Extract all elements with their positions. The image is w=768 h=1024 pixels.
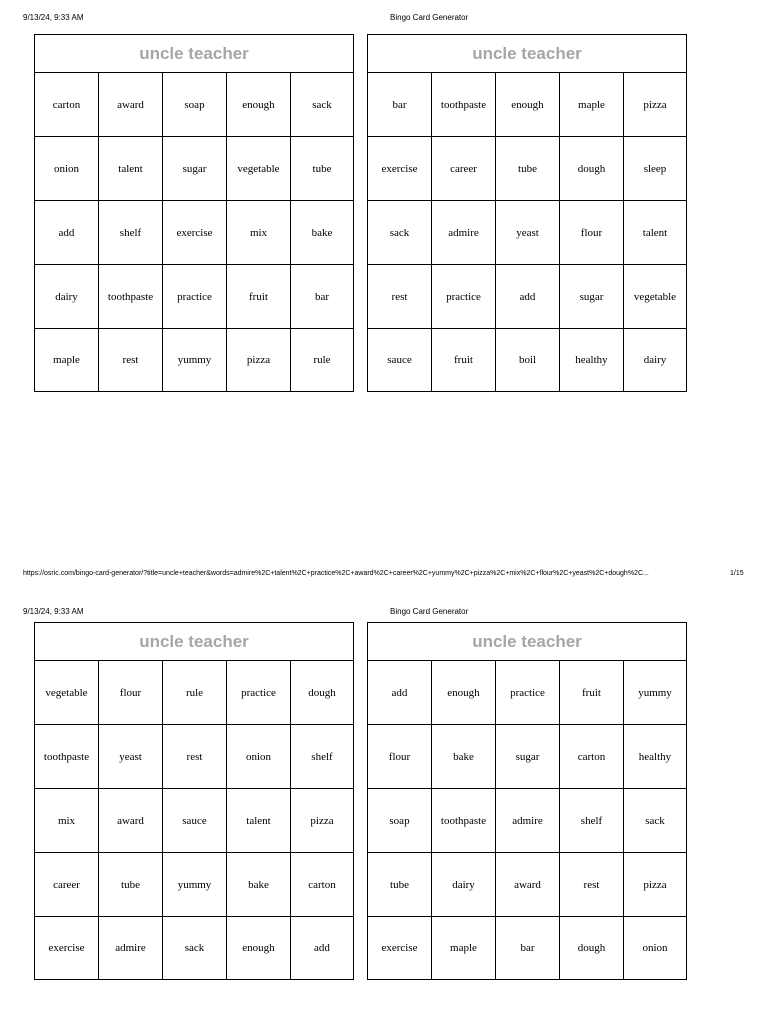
bingo-cell: yeast: [99, 725, 163, 789]
bingo-card: [34, 622, 354, 980]
bingo-cell: shelf: [99, 201, 163, 265]
bingo-cell: sauce: [368, 329, 432, 391]
page-1-footer: [0, 567, 768, 581]
bingo-cell: dough: [560, 137, 624, 201]
card-title: uncle teacher: [368, 35, 686, 73]
bingo-cell: yummy: [163, 853, 227, 917]
bingo-cell: admire: [432, 201, 496, 265]
bingo-cell: career: [35, 853, 99, 917]
bingo-cell: enough: [432, 661, 496, 725]
page-1-header: [0, 11, 768, 25]
bingo-cell: onion: [35, 137, 99, 201]
card-title: uncle teacher: [35, 35, 353, 73]
bingo-cell: onion: [227, 725, 291, 789]
bingo-cell: sack: [163, 917, 227, 979]
bingo-cell: dairy: [432, 853, 496, 917]
bingo-cell: carton: [291, 853, 353, 917]
bingo-cell: add: [496, 265, 560, 329]
bingo-cell: award: [99, 73, 163, 137]
bingo-cell: vegetable: [227, 137, 291, 201]
bingo-cell: maple: [560, 73, 624, 137]
bingo-cell: career: [432, 137, 496, 201]
bingo-cell: tube: [368, 853, 432, 917]
bingo-cell: soap: [368, 789, 432, 853]
bingo-cell: carton: [35, 73, 99, 137]
bingo-cell: toothpaste: [35, 725, 99, 789]
bingo-card: [367, 34, 687, 392]
bingo-cell: pizza: [624, 73, 686, 137]
bingo-cell: add: [368, 661, 432, 725]
bingo-cell: shelf: [560, 789, 624, 853]
bingo-cell: healthy: [560, 329, 624, 391]
bingo-cell: bake: [227, 853, 291, 917]
bingo-cell: award: [496, 853, 560, 917]
bingo-cell: mix: [227, 201, 291, 265]
bingo-cell: rest: [368, 265, 432, 329]
bingo-cell: exercise: [35, 917, 99, 979]
bingo-cell: flour: [99, 661, 163, 725]
bingo-cell: toothpaste: [432, 73, 496, 137]
bingo-cell: exercise: [163, 201, 227, 265]
bingo-cell: soap: [163, 73, 227, 137]
bingo-cell: rest: [560, 853, 624, 917]
bingo-cell: sack: [624, 789, 686, 853]
bingo-cell: flour: [368, 725, 432, 789]
bingo-cell: flour: [560, 201, 624, 265]
bingo-card: [34, 34, 354, 392]
bingo-cell: yummy: [624, 661, 686, 725]
bingo-cell: add: [314, 942, 330, 954]
bingo-cell: bake: [291, 201, 353, 265]
print-date: 9/13/24, 9:33 AM: [23, 607, 84, 616]
bingo-grid: [368, 73, 686, 391]
bingo-cell: sack: [291, 73, 353, 137]
bingo-cell: tube: [291, 137, 353, 201]
bingo-cell: admire: [99, 917, 163, 979]
bingo-card: [367, 622, 687, 980]
bingo-cell: carton: [560, 725, 624, 789]
bingo-cell: practice: [163, 265, 227, 329]
bingo-cell: talent: [624, 201, 686, 265]
bingo-cell: practice: [432, 265, 496, 329]
bingo-cell: pizza: [624, 853, 686, 917]
page-url: https://osric.com/bingo-card-generator/?title=uncle+teacher&words=admire%2C+talent%2C+practice%2C+award%2C+career%2C+yummy%2C+pizza%2C+mix%2C+flour%2C+yeast%2C+dough%2C...: [23, 570, 649, 577]
bingo-cell: yeast: [496, 201, 560, 265]
bingo-grid: [35, 661, 353, 979]
bingo-cell: sleep: [624, 137, 686, 201]
bingo-cell: exercise: [368, 917, 432, 979]
bingo-cell: award: [99, 789, 163, 853]
bingo-cell: yummy: [163, 329, 227, 391]
bingo-cell: practice: [496, 661, 560, 725]
bingo-cell: mix: [35, 789, 99, 853]
bingo-cell: maple: [35, 329, 99, 391]
bingo-cell: fruit: [432, 329, 496, 391]
bingo-cell: vegetable: [35, 661, 99, 725]
bingo-cell: shelf: [291, 725, 353, 789]
bingo-cell: sugar: [496, 725, 560, 789]
bingo-cell: rest: [99, 329, 163, 391]
bingo-cell: talent: [227, 789, 291, 853]
bingo-cell: exercise: [368, 137, 432, 201]
document-title: Bingo Card Generator: [390, 607, 469, 616]
page-2-header: [0, 605, 768, 619]
bingo-cell: admire: [496, 789, 560, 853]
bingo-cell: dough: [560, 917, 624, 979]
bingo-cell: fruit: [560, 661, 624, 725]
bingo-cell: rule: [163, 661, 227, 725]
bingo-cell: pizza: [291, 789, 353, 853]
bingo-cell: practice: [227, 661, 291, 725]
bingo-cell: rest: [163, 725, 227, 789]
bingo-grid: [368, 661, 686, 979]
bingo-cell: tube: [496, 137, 560, 201]
bingo-cell: bar: [496, 917, 560, 979]
bingo-cell: toothpaste: [432, 789, 496, 853]
bingo-cell: add: [35, 201, 99, 265]
card-title: uncle teacher: [368, 623, 686, 661]
bingo-cell: dairy: [35, 265, 99, 329]
bingo-cell: enough: [227, 73, 291, 137]
bingo-cell: vegetable: [624, 265, 686, 329]
bingo-cell: bake: [432, 725, 496, 789]
bingo-cell: bar: [291, 265, 353, 329]
bingo-cell: sauce: [163, 789, 227, 853]
bingo-cell: toothpaste: [99, 265, 163, 329]
bingo-grid: [35, 73, 353, 391]
bingo-cell: bar: [368, 73, 432, 137]
bingo-cell: onion: [642, 942, 668, 954]
bingo-cell: rule: [313, 354, 331, 366]
bingo-cell: fruit: [227, 265, 291, 329]
bingo-cell: dough: [291, 661, 353, 725]
bingo-cell: enough: [227, 917, 291, 979]
bingo-cell: dairy: [643, 354, 667, 366]
bingo-cell: pizza: [227, 329, 291, 391]
bingo-cell: healthy: [624, 725, 686, 789]
bingo-cell: enough: [496, 73, 560, 137]
bingo-cell: sack: [368, 201, 432, 265]
bingo-cell: maple: [432, 917, 496, 979]
bingo-cell: tube: [99, 853, 163, 917]
bingo-cell: sugar: [560, 265, 624, 329]
bingo-cell: boil: [496, 329, 560, 391]
print-date: 9/13/24, 9:33 AM: [23, 13, 84, 22]
bingo-cell: sugar: [163, 137, 227, 201]
card-title: uncle teacher: [35, 623, 353, 661]
bingo-cell: talent: [99, 137, 163, 201]
page-number: 1/15: [730, 570, 744, 577]
document-title: Bingo Card Generator: [390, 13, 469, 22]
